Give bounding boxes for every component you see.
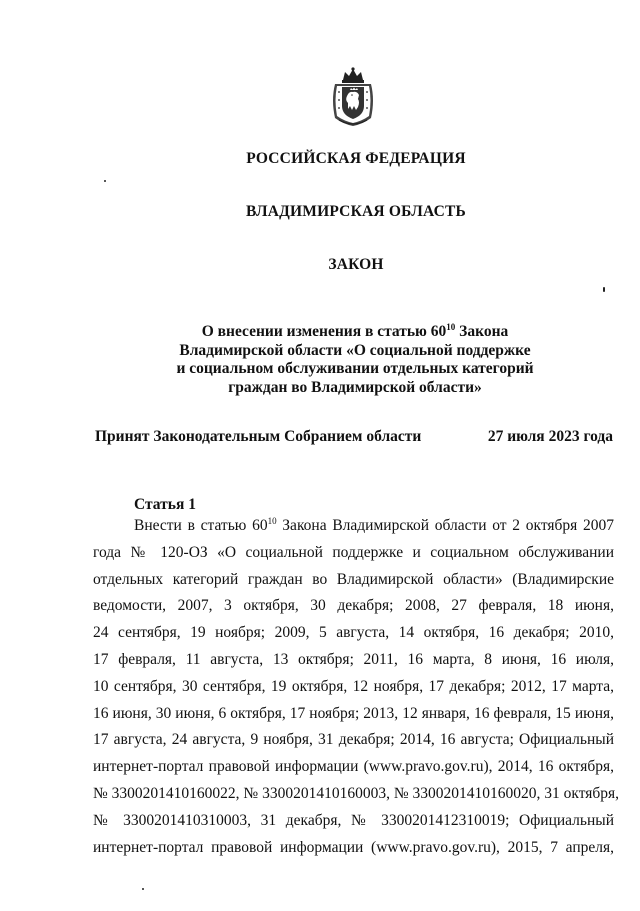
country-heading: РОССИЙСКАЯ ФЕДЕРАЦИЯ xyxy=(246,150,466,167)
article-superscript: 10 xyxy=(267,516,277,526)
article-body-line: года № 120-ОЗ «О социальной поддержке и социальном обслуживании xyxy=(93,543,614,561)
body-text-fragment: Внести в статью 60 xyxy=(134,517,268,534)
law-title-line-2: Владимирской области «О социальной поддержке xyxy=(179,341,531,359)
article-body xyxy=(93,513,620,861)
scan-speck xyxy=(104,180,106,182)
article-body-line: ведомости, 2007, 3 октября, 30 декабря; 2008, 27 февраля, 18 июня, xyxy=(93,597,614,615)
article-body-line: интернет-портал правовой информации (www.pravo.gov.ru), 2015, 7 апреля, xyxy=(93,838,614,856)
law-title-line-1 xyxy=(140,323,570,342)
adoption-text: Принят Законодательным Собранием области xyxy=(95,428,422,445)
article-superscript: 10 xyxy=(446,322,456,332)
article-body-line: 16 июня, 30 июня, 6 октября, 17 ноября; 2013, 12 января, 16 февраля, 15 июня, xyxy=(93,704,614,722)
article-body-line: № 3300201410160022, № 3300201410160003, № 3300201410160020, 31 октября, xyxy=(93,784,620,802)
adoption-date: 27 июля 2023 года xyxy=(487,428,613,445)
law-title-line-4: граждан во Владимирской области» xyxy=(228,378,482,396)
article-body-line: интернет-портал правовой информации (www.pravo.gov.ru), 2014, 16 октября, xyxy=(93,758,614,776)
scan-speck xyxy=(603,287,605,292)
article-label: Статья 1 xyxy=(134,496,196,513)
coat-of-arms-icon xyxy=(329,66,377,128)
article-body-line: 24 сентября, 19 ноября; 2009, 5 августа, 14 октября, 16 декабря; 2010, xyxy=(93,624,614,642)
body-text-fragment: Закона Владимирской области от 2 октября 2007 xyxy=(276,517,615,534)
scan-speck xyxy=(142,888,144,890)
article-body-line: 10 сентября, 30 сентября, 19 октября, 12 ноября, 17 декабря; 2012, 17 марта, xyxy=(93,677,614,695)
article-body-line: 17 августа, 24 августа, 9 ноября, 31 декабря; 2014, 16 августа; Официальный xyxy=(93,731,614,749)
article-body-line xyxy=(93,513,614,540)
adoption-row xyxy=(95,428,613,446)
article-body-line: 17 февраля, 11 августа, 13 октября; 2011, 16 марта, 8 июня, 16 июля, xyxy=(93,650,614,668)
article-body-line: № 3300201410310003, 31 декабря, № 3300201412310019; Официальный xyxy=(93,811,614,829)
region-heading: ВЛАДИМИРСКАЯ ОБЛАСТЬ xyxy=(246,203,466,220)
article-body-line: отдельных категорий граждан во Владимирской области» (Владимирские xyxy=(93,570,614,588)
law-title-line-3: и социальном обслуживании отдельных категорий xyxy=(176,360,534,377)
document-type-heading: ЗАКОН xyxy=(328,256,384,273)
law-title-text: Закона xyxy=(455,323,509,340)
law-title-text: О внесении изменения в статью 60 xyxy=(201,323,447,340)
law-title xyxy=(140,323,570,397)
